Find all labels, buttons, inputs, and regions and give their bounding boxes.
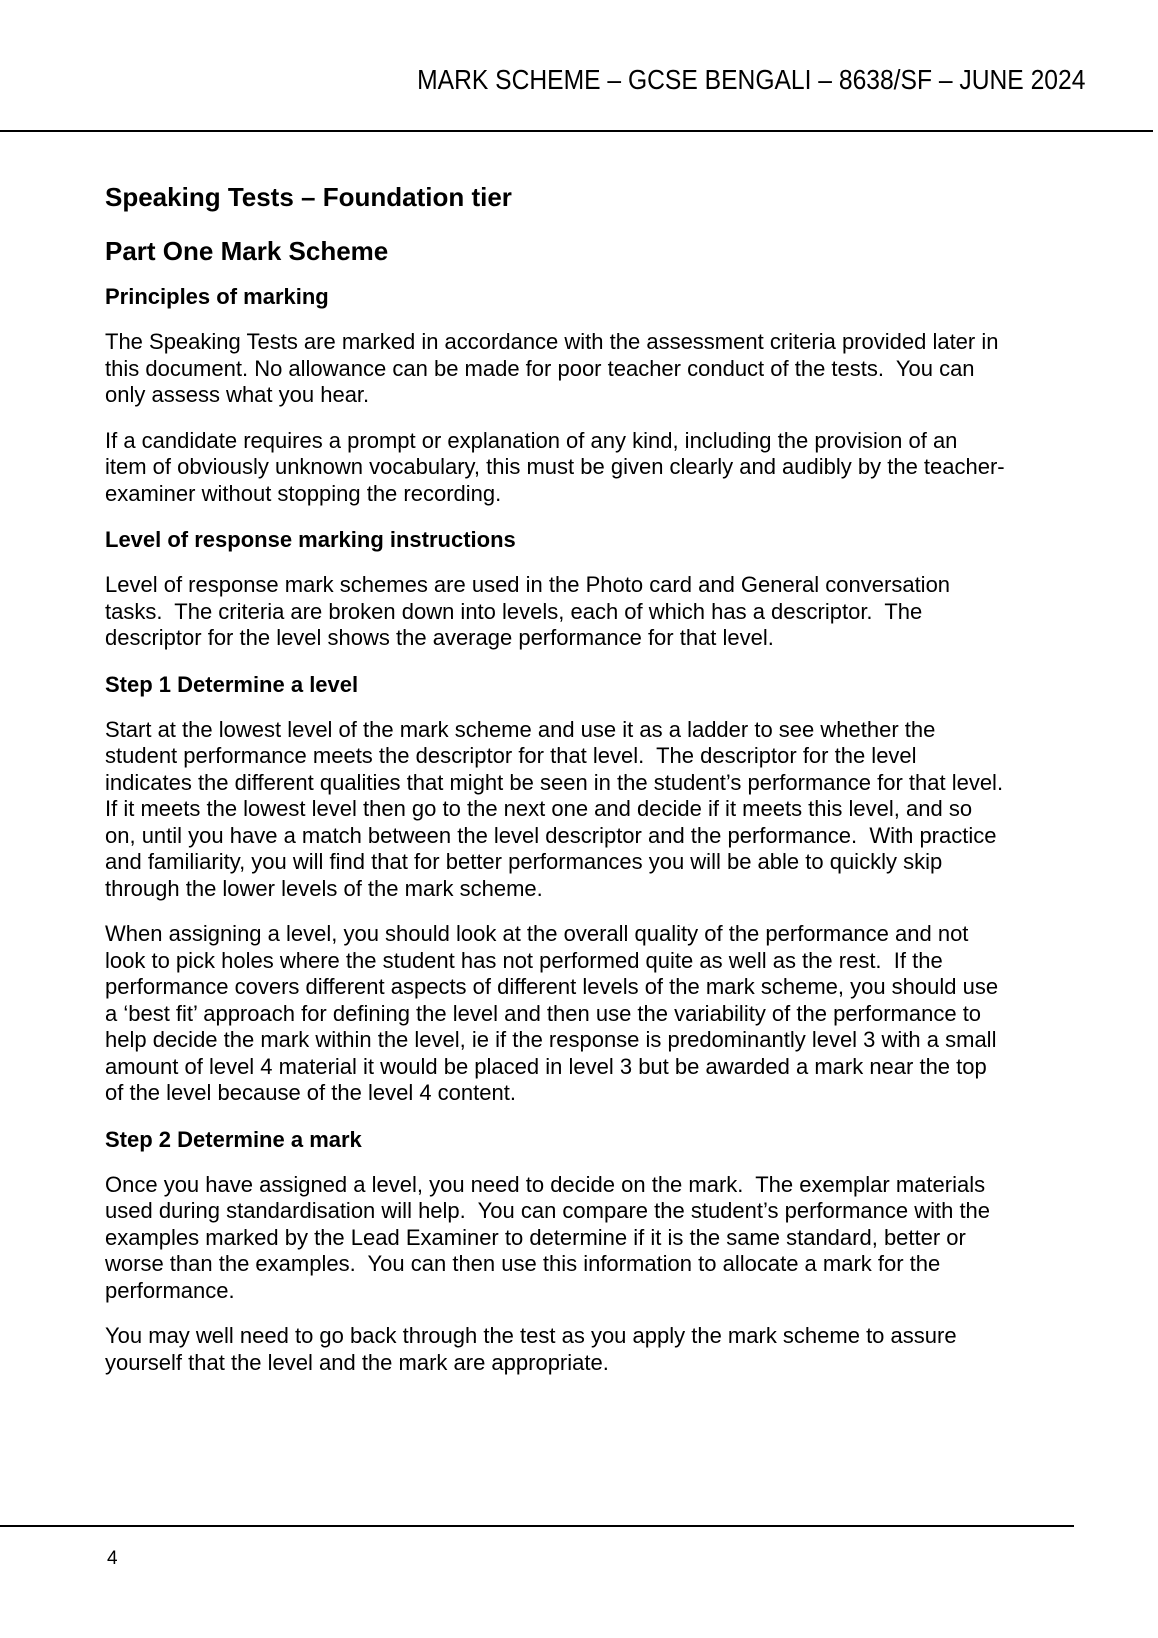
paragraph: Once you have assigned a level, you need to decide on the mark. The exemplar materials used during standardisation will help. You can compare the student’s performance with the examples marked by the Lead Examiner to determine if it is the same standard, better or worse than the examples. You can then use this information to allocate a mark for the performance. (105, 1171, 997, 1303)
page-title: Speaking Tests – Foundation tier (105, 182, 512, 212)
paragraph: When assigning a level, you should look at the overall quality of the performance and not look to pick holes where the student has not performed quite as well as the rest. If the performance covers different aspects of different levels of the mark scheme, you should use a ‘best fit’ approach for defining the level and then use the variability of the performance to help decide the mark within the level, ie if the response is predominantly level 3 with a small amount of level 4 material it would be placed in level 3 but be awarded a mark near the top of the level because of the level 4 content. (105, 921, 1005, 1105)
paragraph: Start at the lowest level of the mark scheme and use it as a ladder to see whether the student performance meets the descriptor for that level. The descriptor for the level indicates the different qualities that might be seen in the student’s performance for that level. If it meets the lowest level then go to the next one and decide if it meets this level, and so on, until you have a match between the level descriptor and the performance. With practice and familiarity, you will find that for better performances you will be able to quickly skip through the lower levels of the mark scheme. (105, 716, 1016, 901)
paragraph: The Speaking Tests are marked in accordance with the assessment criteria provided later in this document. No allowance can be made for poor teacher conduct of the tests. You can only assess what you hear. (105, 329, 1005, 407)
section-heading: Step 1 Determine a level (105, 671, 359, 697)
section-step-1-determine-a-level (105, 671, 1016, 1107)
footer-divider-line (0, 1525, 1074, 1527)
section-level-of-response (105, 526, 1005, 652)
paragraph: If a candidate requires a prompt or explanation of any kind, including the provision of an item of obviously unknown vocabulary, this must be given clearly and audibly by the teacher-examiner without stopping the recording. (105, 427, 1005, 506)
paragraph: Level of response mark schemes are used in the Photo card and General conversation tasks. The criteria are broken down into levels, each of which has a descriptor. The descriptor for the level shows the average performance for that level. (105, 572, 957, 650)
page-content (105, 132, 1016, 1376)
page-number: 4 (107, 1548, 118, 1569)
section-heading: Step 2 Determine a mark (105, 1126, 362, 1152)
running-header-text: MARK SCHEME – GCSE BENGALI – 8638/SF – JUNE 2024 (416, 64, 1085, 95)
paragraph: You may well need to go back through the test as you apply the mark scheme to assure yourself that the level and the mark are appropriate. (105, 1323, 963, 1375)
section-principles-of-marking (105, 283, 1005, 507)
section-heading: Principles of marking (105, 284, 329, 309)
section-step-2-determine-a-mark (105, 1126, 1005, 1377)
running-header (326, 64, 1085, 96)
page-subtitle: Part One Mark Scheme (105, 236, 389, 266)
section-heading: Level of response marking instructions (105, 527, 516, 552)
